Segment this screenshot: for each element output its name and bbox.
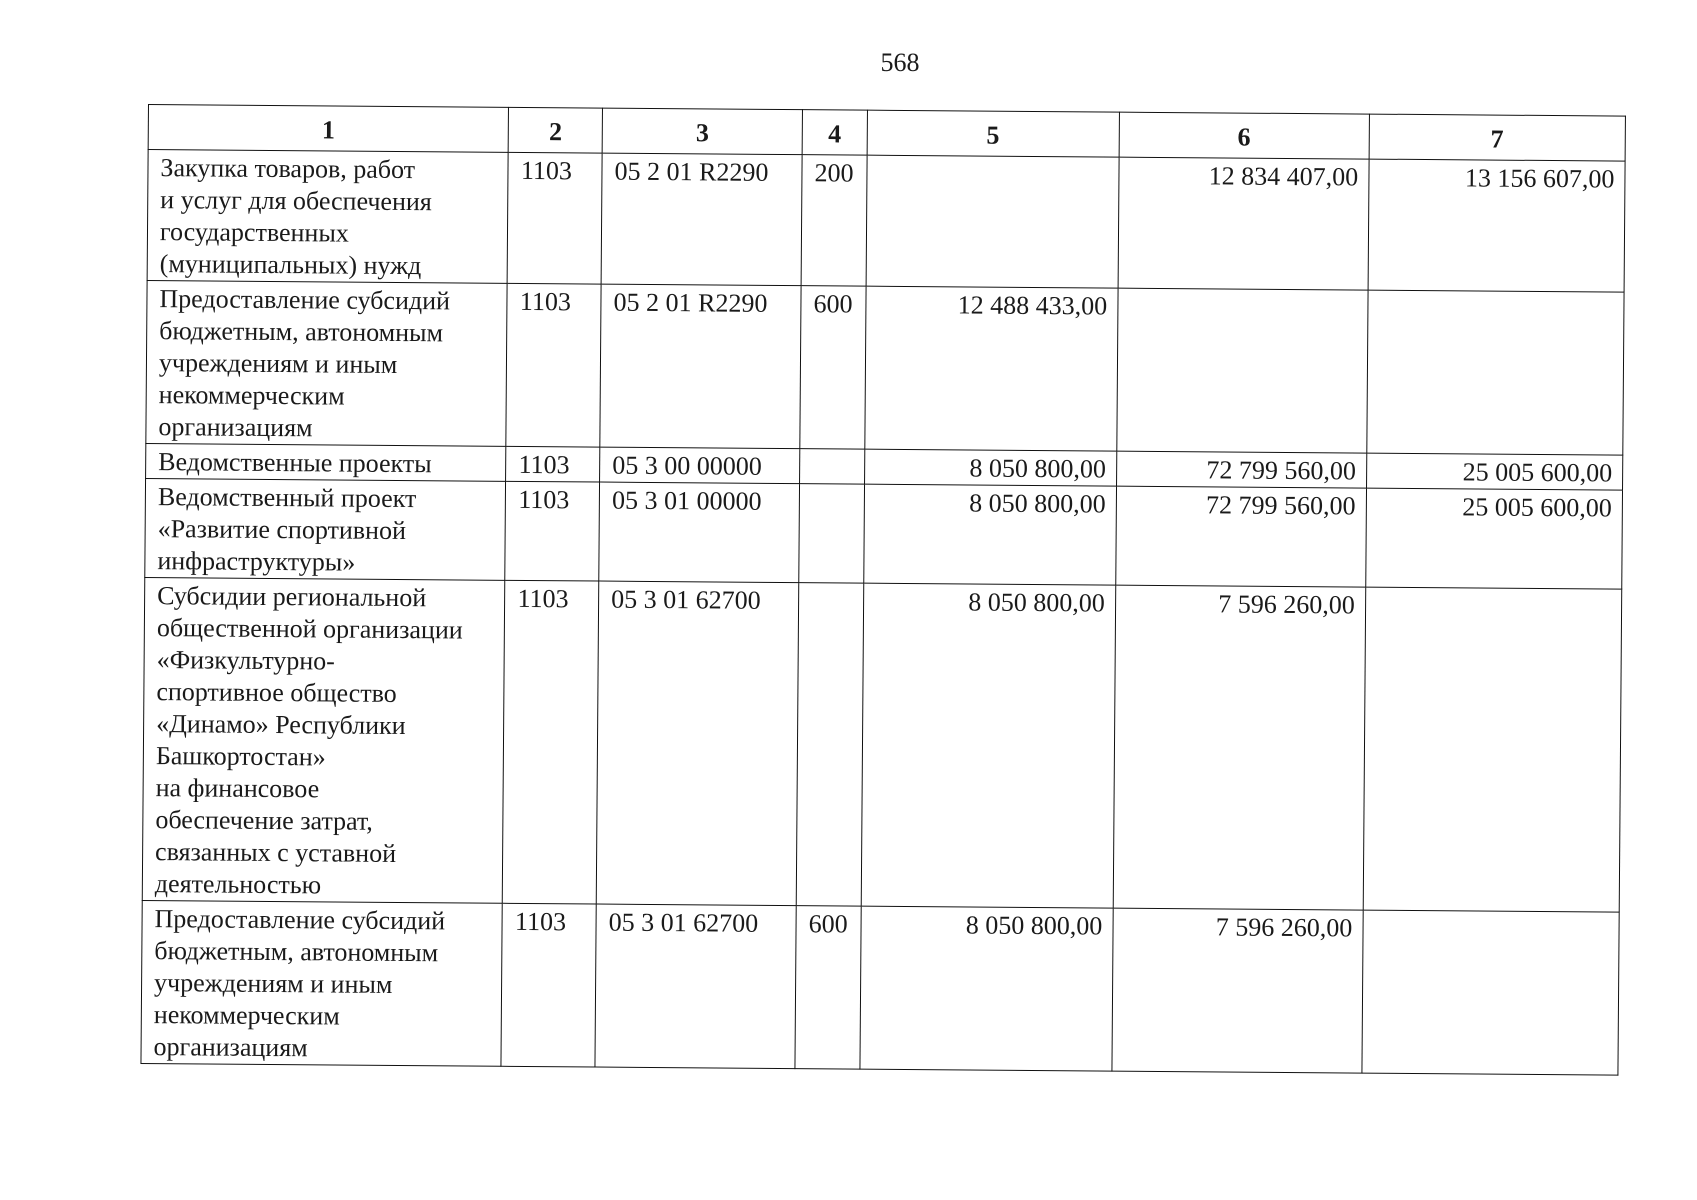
amount-col6-cell bbox=[1117, 288, 1368, 453]
table-row bbox=[141, 900, 1619, 1075]
column-header-1: 1 bbox=[148, 105, 509, 153]
cell-text-line: 05 2 01 R2290 bbox=[613, 287, 768, 318]
amount-col6-cell bbox=[1112, 908, 1363, 1073]
expense-type-cell bbox=[800, 286, 866, 450]
cell-text-line: связанных с уставной bbox=[155, 837, 397, 868]
cell-text-line: «Динамо» Республики bbox=[156, 709, 406, 741]
cell-text-line: 13 156 607,00 bbox=[1464, 163, 1615, 194]
amount-col7-cell bbox=[1362, 910, 1620, 1075]
column-header-4: 4 bbox=[802, 110, 867, 156]
amount-col5-cell bbox=[861, 583, 1116, 908]
section-code-cell bbox=[506, 446, 600, 482]
cell-text-line: государственных bbox=[159, 217, 349, 248]
table-row bbox=[146, 280, 1624, 455]
column-header-2: 2 bbox=[509, 107, 603, 153]
amount-col6-cell bbox=[1113, 585, 1366, 910]
cell-text-line: 12 834 407,00 bbox=[1208, 161, 1359, 192]
cell-text-line: 05 3 00 00000 bbox=[612, 450, 762, 481]
amount-col7-cell bbox=[1363, 587, 1622, 912]
cell-text-line: 600 bbox=[808, 909, 848, 939]
cell-text-line bbox=[879, 158, 1108, 160]
cell-text-line: Башкортостан» bbox=[155, 741, 326, 772]
amount-col5-cell bbox=[860, 906, 1113, 1071]
cell-text-line: 8 050 800,00 bbox=[968, 587, 1105, 618]
target-code-cell bbox=[596, 581, 799, 906]
cell-text-line: учреждениям и иным bbox=[153, 968, 393, 999]
cell-text-line: бюджетным, автономным bbox=[159, 316, 444, 348]
row-name-cell bbox=[146, 280, 508, 446]
cell-text-line: 1103 bbox=[518, 484, 570, 515]
amount-col7-cell bbox=[1365, 488, 1622, 589]
cell-text-line: бюджетным, автономным bbox=[154, 936, 439, 968]
cell-text-line: «Развитие спортивной bbox=[157, 514, 407, 546]
page-number: 568 bbox=[880, 48, 920, 77]
amount-col6-cell bbox=[1118, 157, 1369, 290]
cell-text-line: 8 050 800,00 bbox=[969, 453, 1107, 484]
section-code-cell bbox=[501, 903, 596, 1067]
cell-text-line: спортивное общество bbox=[156, 677, 397, 708]
section-code-cell bbox=[503, 580, 599, 904]
cell-text-line: учреждениям и иным bbox=[158, 348, 398, 379]
cell-text-line: 8 050 800,00 bbox=[969, 488, 1106, 519]
amount-col5-cell bbox=[864, 449, 1116, 486]
section-code-cell bbox=[505, 481, 600, 581]
cell-text-line: 05 3 01 00000 bbox=[611, 485, 762, 516]
cell-text-line: 600 bbox=[813, 289, 853, 319]
table-row bbox=[145, 478, 1623, 589]
amount-col6-cell bbox=[1116, 451, 1366, 488]
cell-text-line bbox=[1130, 291, 1357, 293]
cell-text-line: 72 799 560,00 bbox=[1206, 455, 1357, 486]
row-name-cell bbox=[146, 443, 507, 481]
cell-text-line: 8 050 800,00 bbox=[965, 910, 1103, 941]
cell-text-line: (муниципальных) нужд bbox=[159, 249, 422, 281]
cell-text-line: некоммерческим bbox=[153, 1000, 340, 1031]
amount-col7-cell bbox=[1366, 453, 1623, 490]
cell-text-line: Ведомственные проекты bbox=[158, 447, 432, 479]
cell-text-line: общественной организации bbox=[156, 613, 463, 645]
target-code-cell bbox=[601, 153, 802, 286]
amount-col7-cell bbox=[1367, 290, 1625, 455]
cell-text-line: «Физкультурно- bbox=[156, 645, 336, 676]
row-name-cell bbox=[147, 150, 508, 284]
section-code-cell bbox=[507, 152, 602, 284]
cell-text-line: 05 3 01 62700 bbox=[608, 907, 759, 938]
amount-col7-cell bbox=[1368, 159, 1625, 292]
cell-text-line bbox=[1378, 590, 1611, 592]
amount-col5-cell bbox=[866, 155, 1119, 288]
target-code-cell bbox=[599, 482, 800, 583]
section-code-cell bbox=[506, 283, 601, 447]
cell-text-line: организациям bbox=[153, 1032, 308, 1063]
amount-col6-cell bbox=[1116, 486, 1367, 587]
expense-type-cell bbox=[799, 484, 864, 584]
cell-text-line: 25 005 600,00 bbox=[1462, 457, 1613, 488]
target-code-cell bbox=[600, 284, 801, 449]
row-name-cell bbox=[145, 478, 506, 580]
cell-text-line: 1103 bbox=[517, 583, 569, 614]
expense-type-cell bbox=[796, 583, 863, 906]
cell-text-line: 1103 bbox=[520, 155, 573, 186]
column-header-7: 7 bbox=[1369, 114, 1626, 161]
cell-text-line: 7 596 260,00 bbox=[1215, 912, 1353, 943]
amount-col5-cell bbox=[863, 484, 1116, 585]
column-header-3: 3 bbox=[602, 108, 802, 155]
cell-text-line: обеспечение затрат, bbox=[155, 805, 373, 836]
cell-text-line: 72 799 560,00 bbox=[1206, 490, 1356, 521]
cell-text-line: 05 3 01 62700 bbox=[611, 584, 761, 615]
target-code-cell bbox=[600, 447, 800, 484]
expense-type-cell bbox=[795, 906, 861, 1070]
row-name-cell bbox=[141, 900, 503, 1066]
cell-text-line: некоммерческим bbox=[158, 380, 345, 411]
table-row bbox=[142, 577, 1621, 912]
target-code-cell bbox=[595, 904, 796, 1069]
cell-text-line: Закупка товаров, работ bbox=[160, 153, 416, 185]
amount-col5-cell bbox=[864, 286, 1117, 451]
cell-text-line bbox=[1375, 913, 1608, 915]
expense-type-cell bbox=[800, 449, 865, 485]
cell-text-line: Субсидии региональной bbox=[157, 581, 427, 613]
cell-text-line: на финансовое bbox=[155, 773, 320, 804]
cell-text-line: 1103 bbox=[514, 906, 567, 937]
cell-text-line: деятельностью bbox=[154, 869, 322, 900]
cell-text-line: 7 596 260,00 bbox=[1218, 589, 1355, 620]
cell-text-line: инфраструктуры» bbox=[157, 546, 356, 577]
cell-text-line: 1103 bbox=[519, 286, 572, 317]
table-row bbox=[147, 150, 1625, 293]
row-name-cell bbox=[142, 577, 505, 903]
cell-text-line: и услуг для обеспечения bbox=[160, 185, 432, 217]
budget-table bbox=[140, 104, 1625, 1076]
column-header-6: 6 bbox=[1119, 112, 1369, 159]
cell-text-line: Ведомственный проект bbox=[157, 482, 417, 514]
cell-text-line: 200 bbox=[814, 158, 854, 188]
cell-text-line: 12 488 433,00 bbox=[957, 290, 1108, 321]
cell-text-line: 1103 bbox=[518, 449, 570, 480]
cell-text-line: 05 2 01 R2290 bbox=[614, 156, 769, 187]
expense-type-cell bbox=[801, 155, 867, 287]
cell-text-line bbox=[1380, 293, 1613, 295]
cell-text-line: Предоставление субсидий bbox=[154, 904, 446, 936]
cell-text-line: организациям bbox=[158, 412, 313, 443]
table-body bbox=[141, 150, 1625, 1076]
column-header-5: 5 bbox=[867, 110, 1119, 157]
cell-text-line: Предоставление субсидий bbox=[159, 284, 451, 316]
cell-text-line: 25 005 600,00 bbox=[1462, 492, 1612, 523]
